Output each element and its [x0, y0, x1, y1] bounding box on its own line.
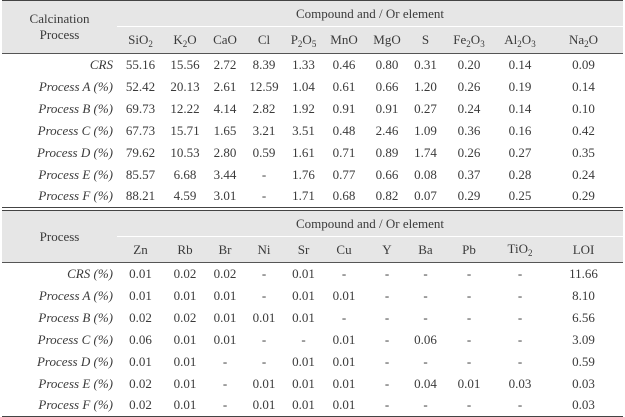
table-cell: 0.01	[213, 309, 237, 325]
table-cell: 1.76	[292, 166, 315, 182]
group-title: Compound and / Or element	[117, 1, 623, 27]
table-cell: -	[384, 287, 390, 303]
table-cell: 0.01	[292, 353, 315, 369]
table-cell: 0.59	[252, 144, 276, 160]
column-header-text: Cl	[257, 32, 271, 47]
table-cell: 0.02	[213, 265, 237, 281]
column-header	[284, 237, 323, 263]
column-header	[442, 27, 496, 54]
table-cell: 85.57	[125, 166, 156, 182]
table-cell: 0.20	[457, 56, 481, 72]
table-cell: 0.02	[173, 309, 197, 325]
column-header	[365, 237, 409, 263]
table-cell: 55.16	[125, 56, 156, 72]
column-header-text: P	[290, 31, 298, 47]
column-header-subscript: 2	[466, 38, 471, 49]
table-cell: 0.59	[572, 353, 595, 369]
table-cell: 0.14	[508, 100, 532, 116]
column-header-text: MgO	[373, 32, 401, 47]
table-row	[2, 351, 623, 373]
table-cell: 0.04	[414, 375, 437, 391]
table-cell: -	[222, 397, 228, 413]
row-label: Process D (%)	[36, 353, 113, 369]
table-cell: 0.89	[375, 144, 399, 160]
column-header-text: Sr	[297, 241, 310, 257]
row-header-label: Process	[2, 211, 117, 263]
table-cell: 0.29	[572, 188, 595, 204]
column-header	[244, 237, 284, 263]
table-cell: 0.01	[292, 265, 315, 281]
table-cell: 2.46	[375, 122, 399, 138]
column-header	[284, 27, 323, 54]
table-cell: -	[466, 331, 472, 347]
table-cell: -	[517, 331, 523, 347]
column-header-text: CaO	[213, 32, 237, 47]
column-header	[496, 237, 544, 263]
table-cell: 6.56	[572, 309, 595, 325]
table-cell: 0.25	[508, 188, 532, 204]
table-cell: 0.01	[457, 375, 481, 391]
row-label: CRS (%)	[67, 265, 113, 281]
table-cell: 12.59	[249, 78, 279, 94]
table-cell: -	[384, 331, 390, 347]
table-cell: 0.01	[332, 331, 356, 347]
table-cell: 0.19	[508, 78, 532, 94]
table-row	[2, 164, 623, 186]
table-header-group-row	[2, 211, 623, 237]
column-header-text: Zn	[133, 241, 148, 257]
column-header-subscript: 2	[584, 38, 589, 49]
column-header-text: Cu	[336, 241, 352, 257]
table-row	[2, 120, 623, 142]
table-cell: -	[384, 397, 390, 413]
table-cell: 0.14	[572, 78, 595, 94]
table-cell: 0.03	[572, 397, 595, 413]
table-cell: 0.01	[332, 397, 356, 413]
table-row	[2, 263, 623, 285]
table-cell: 0.01	[292, 287, 315, 303]
table-row	[2, 54, 623, 76]
table-cell: 0.37	[457, 166, 481, 182]
table-cell: 0.61	[332, 78, 356, 94]
table-cell: 0.07	[414, 188, 437, 204]
table-cell: 0.24	[572, 166, 595, 182]
table-cell: 0.01	[129, 265, 152, 281]
column-header-text: Na	[568, 31, 585, 47]
table-cell: 1.71	[292, 188, 315, 204]
column-header	[164, 27, 206, 54]
table-cell: -	[384, 265, 390, 281]
column-header	[544, 237, 623, 263]
table-cell: 0.82	[375, 188, 399, 204]
row-label: Process C (%)	[37, 122, 113, 138]
row-label: Process A (%)	[38, 287, 113, 303]
table-cell: 0.06	[414, 331, 437, 347]
table-cell: 0.01	[292, 397, 315, 413]
table-cell: 1.74	[414, 144, 437, 160]
table-row	[2, 142, 623, 164]
table-row	[2, 329, 623, 351]
row-header-label	[2, 1, 117, 54]
table-cell: 0.02	[129, 309, 152, 325]
table-cell: 12.22	[170, 100, 200, 116]
table-cell: 0.46	[332, 56, 356, 72]
column-header-text: S	[421, 32, 430, 47]
table-cell: 20.13	[170, 78, 200, 94]
column-header-subscript: 3	[480, 38, 485, 49]
table-cell: -	[261, 331, 267, 347]
table-cell: 0.02	[173, 265, 197, 281]
table-cell: -	[222, 353, 228, 369]
table-cell: 0.01	[173, 375, 197, 391]
table-cell: 0.01	[292, 309, 315, 325]
table-row	[2, 285, 623, 307]
table-cell: 0.06	[129, 331, 152, 347]
table-cell: 2.80	[213, 144, 237, 160]
table-cell: 52.42	[125, 78, 156, 94]
table-cell: 0.36	[457, 122, 481, 138]
row-label: Process A (%)	[38, 78, 113, 94]
table-cell: 0.16	[508, 122, 532, 138]
column-header-text: O	[470, 31, 481, 47]
table-cell: 0.91	[332, 100, 356, 116]
table-cell: 0.48	[332, 122, 356, 138]
column-header	[206, 237, 244, 263]
table-cell: 79.62	[125, 144, 156, 160]
table-cell: -	[517, 309, 523, 325]
column-header-subscript: 5	[311, 38, 317, 49]
table-cell: -	[261, 265, 267, 281]
table-cell: 3.01	[213, 188, 237, 204]
table-cell: -	[384, 353, 390, 369]
column-header-text: O	[588, 31, 599, 47]
column-header-text: LOI	[572, 241, 595, 257]
table-cell: 6.68	[173, 166, 197, 182]
table-cell: -	[301, 331, 306, 347]
column-header-text: Br	[218, 241, 232, 257]
column-header-subscript: 2	[297, 38, 303, 49]
column-header-text: Pb	[462, 241, 476, 257]
table-cell: 1.61	[292, 144, 315, 160]
column-header-text: Ni	[257, 241, 271, 257]
table-cell: -	[222, 375, 228, 391]
row-label: Process D (%)	[36, 144, 113, 160]
table-row	[2, 395, 623, 417]
row-label: Process F (%)	[38, 188, 113, 204]
table-cell: 1.65	[213, 122, 237, 138]
table-cell: -	[466, 353, 472, 369]
column-header-text: Y	[382, 241, 392, 257]
column-header	[323, 237, 365, 263]
table-cell: 3.09	[572, 331, 595, 347]
column-header	[496, 27, 544, 54]
table-row	[2, 373, 623, 395]
column-header-text: MnO	[330, 32, 358, 47]
table-cell: 0.28	[508, 166, 532, 182]
table-cell: 0.42	[572, 122, 595, 138]
table-cell: -	[261, 188, 267, 204]
table-cell: 0.35	[572, 144, 595, 160]
column-header-text: K	[173, 31, 183, 47]
table-cell: -	[423, 353, 428, 369]
table-cell: -	[517, 287, 523, 303]
column-header-text: O	[187, 31, 197, 47]
table-cell: 0.27	[414, 100, 437, 116]
table-cell: 67.73	[125, 122, 156, 138]
column-header-subscript: 2	[527, 248, 533, 258]
table-cell: 3.44	[213, 166, 237, 182]
table-cell: 0.01	[129, 287, 152, 303]
table-header-group-row	[2, 1, 623, 27]
column-header	[117, 237, 164, 263]
row-label: Process C (%)	[37, 331, 113, 347]
table-cell: -	[261, 353, 267, 369]
table-cell: 2.82	[252, 100, 276, 116]
table-cell: 0.01	[173, 331, 197, 347]
column-header-text: O	[521, 31, 532, 47]
table-cell: 1.04	[292, 78, 315, 94]
table-cell: 1.20	[414, 78, 437, 94]
table-cell: -	[384, 375, 390, 391]
table-cell: 0.66	[375, 166, 399, 182]
table-cell: 0.31	[414, 56, 437, 72]
column-header-text: SiO	[128, 31, 149, 47]
column-header	[164, 237, 206, 263]
table-cell: 0.01	[213, 287, 237, 303]
column-header-text: TiO	[507, 241, 528, 256]
table-cell: 0.01	[173, 353, 197, 369]
table-cell: -	[423, 309, 428, 325]
table-cell: 0.03	[508, 375, 532, 391]
table-cell: 0.29	[457, 188, 481, 204]
table-cell: 69.73	[125, 100, 156, 116]
table-cell: -	[466, 397, 472, 413]
table-cell: 0.01	[292, 375, 315, 391]
table-cell: 0.03	[572, 375, 595, 391]
row-label: CRS	[89, 56, 113, 72]
table-cell: 0.14	[508, 56, 532, 72]
row-label: Process E (%)	[38, 166, 113, 182]
table-cell: 0.01	[173, 397, 197, 413]
table-cell: -	[466, 309, 472, 325]
row-label: Process B (%)	[38, 309, 113, 325]
table-cell: 0.02	[129, 375, 152, 391]
table-cell: 15.71	[170, 122, 200, 138]
table-row	[2, 98, 623, 120]
column-header-text: Al	[504, 31, 518, 47]
table-cell: 0.68	[332, 188, 356, 204]
table-cell: -	[517, 353, 523, 369]
row-label: Process E (%)	[38, 375, 113, 391]
table-cell: 0.01	[252, 375, 276, 391]
table-cell: 0.24	[457, 100, 481, 116]
column-header	[365, 27, 409, 54]
table-cell: 0.01	[332, 375, 356, 391]
table-cell: 0.08	[414, 166, 437, 182]
table-cell: 3.21	[252, 122, 276, 138]
table-cell: 0.01	[213, 331, 237, 347]
table-cell: 8.39	[252, 56, 276, 72]
table-cell: 0.66	[375, 78, 399, 94]
column-header-subscript: 2	[148, 38, 153, 49]
table-cell: 4.14	[213, 100, 237, 116]
column-header	[409, 27, 442, 54]
table-cell: 1.33	[292, 56, 315, 72]
table-cell: 15.56	[170, 56, 200, 72]
column-header-subscript: 2	[517, 38, 522, 49]
table-cell: 3.51	[292, 122, 315, 138]
table-cell: 10.53	[170, 144, 200, 160]
column-header-text: Ba	[418, 241, 433, 257]
column-header	[544, 27, 623, 54]
column-header-subscript: 3	[531, 38, 536, 49]
row-label: Process F (%)	[38, 397, 113, 413]
table-cell: -	[423, 265, 428, 281]
table-cell: -	[261, 166, 267, 182]
column-header	[409, 237, 442, 263]
table-row	[2, 186, 623, 208]
table-cell: -	[384, 309, 390, 325]
table-cell: 0.01	[252, 309, 276, 325]
table-cell: 0.01	[173, 287, 197, 303]
table-cell: 0.26	[457, 78, 481, 94]
column-header-text: O	[302, 31, 312, 47]
table-cell: -	[466, 265, 472, 281]
table-row	[2, 76, 623, 98]
table-cell: 4.59	[173, 188, 197, 204]
table-cell: 0.10	[572, 100, 595, 116]
table-cell: 0.77	[332, 166, 356, 182]
group-title: Compound and / Or element	[117, 211, 623, 237]
table-cell: 0.26	[457, 144, 481, 160]
table-cell: -	[341, 265, 347, 281]
column-header-text: Fe	[453, 31, 467, 47]
column-header-text: Rb	[177, 241, 193, 257]
column-header-subscript: 2	[182, 38, 188, 49]
column-header	[206, 27, 244, 54]
column-header	[323, 27, 365, 54]
table-cell: -	[261, 287, 267, 303]
table-cell: -	[517, 397, 523, 413]
table-cell: 0.71	[332, 144, 356, 160]
table-row	[2, 307, 623, 329]
table-cell: 0.80	[375, 56, 399, 72]
table-cell: -	[466, 287, 472, 303]
table-cell: 0.91	[375, 100, 399, 116]
table-cell: 0.27	[508, 144, 532, 160]
table-cell: 0.01	[332, 287, 356, 303]
composition-table-trace	[2, 210, 623, 417]
table-cell: 0.01	[129, 353, 152, 369]
table-cell: 2.72	[213, 56, 237, 72]
table-cell: 0.09	[572, 56, 595, 72]
table-cell: -	[423, 287, 428, 303]
table-cell: 88.21	[125, 188, 156, 204]
table-cell: 0.02	[129, 397, 152, 413]
row-header-text: Calcination Process	[29, 11, 90, 42]
table-cell: -	[341, 309, 347, 325]
row-label: Process B (%)	[38, 100, 113, 116]
table-cell: 0.01	[332, 353, 356, 369]
composition-table-major	[2, 0, 623, 208]
table-cell: 8.10	[572, 287, 595, 303]
column-header	[117, 27, 164, 54]
column-header	[442, 237, 496, 263]
table-cell: 1.09	[414, 122, 437, 138]
table-cell: -	[423, 397, 428, 413]
table-cell: 2.61	[213, 78, 237, 94]
column-header	[244, 27, 284, 54]
table-cell: -	[517, 265, 523, 281]
table-cell: 1.92	[292, 100, 315, 116]
table-cell: 0.01	[252, 397, 276, 413]
table-cell: 11.66	[569, 265, 598, 281]
